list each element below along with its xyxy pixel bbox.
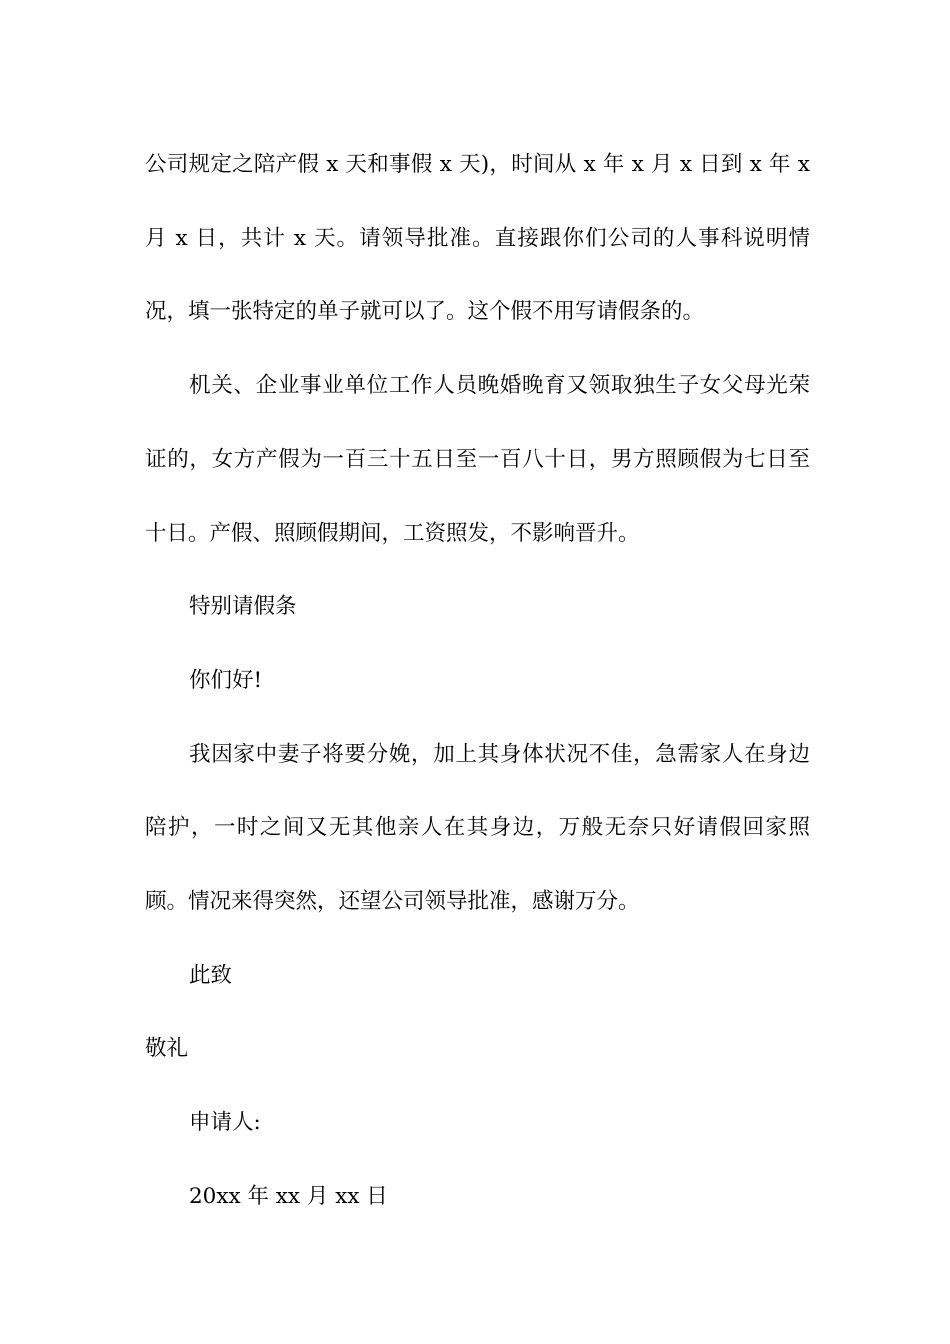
letter-greeting: 你们好! bbox=[189, 667, 263, 693]
letter-applicant: 申请人: bbox=[189, 1110, 261, 1136]
letter-body: 我因家中妻子将要分娩，加上其身体状况不佳，急需家人在身边陪护，一时之间又无其他亲人在其身边，万般无奈只好请假回家照顾。情况来得突然，还望公司领导批准，感谢万分。 bbox=[145, 741, 810, 915]
letter-salutation: 敬礼 bbox=[145, 1036, 189, 1062]
letter-title: 特别请假条 bbox=[189, 594, 297, 620]
letter-closing: 此致 bbox=[189, 962, 233, 988]
paragraph-leave-policy: 公司规定之陪产假 x 天和事假 x 天)，时间从 x 年 x 月 x 日到 x 年 x 月 x 日，共计 x 天。请领导批准。直接跟你们公司的人事科说明情况，填一张特定的单子就可以了。这个假不用写请假条的。 bbox=[145, 152, 810, 325]
document-body bbox=[145, 128, 810, 1234]
letter-date: 20xx 年 xx 月 xx 日 bbox=[189, 1183, 388, 1209]
paragraph-late-marriage-policy: 机关、企业事业单位工作人员晚婚晚育又领取独生子女父母光荣证的，女方产假为一百三十五日至一百八十日，男方照顾假为七日至十日。产假、照顾假期间，工资照发，不影响晋升。 bbox=[145, 373, 810, 546]
